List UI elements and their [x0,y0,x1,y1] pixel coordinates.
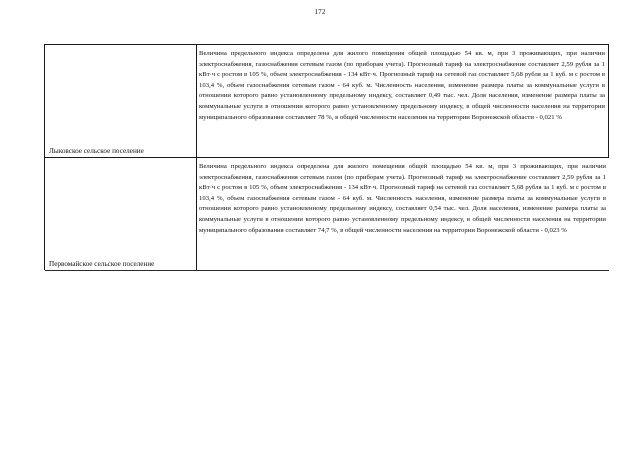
page-number: 172 [314,8,326,16]
table-row [45,45,609,158]
settlement-name-cell [45,45,197,157]
settlement-name: Лыковское сельское поселение [49,147,144,155]
settlement-name: Первомайское сельское поселение [49,260,155,268]
index-description: Величина предельного индекса определена для жилого помещения общей площадью 54 кв. м, при 3 проживающих, при наличии электроснабжения, газоснабжения сетевым газом (по приборам учета). Прогнозный тариф на электроснабжение составляет 2,59 рубля за 1 кВт·ч с ростом в 105 %, объем электроснабжения - 134 кВт·ч. Прогнозный тариф на сетевой газ составляет 5,68 рубля за 1 куб. м с ростом в 103,4 %, объем газоснабжения сетевым газом - 64 куб. м. Численность населения, изменение размера платы за коммунальные услуги в отношении которого равно установленному предельному индексу, составляет 0,54 тыс. чел. Доля населения, изменение размера платы за коммунальные услуги в отношении которого равно установленному предельному индексу, в общей численности населения на территории муниципального образования составляет 74,7 %, в общей численности населения на территории Воронежской области - 0,023 % [199,163,606,234]
index-description: Величина предельного индекса определена для жилого помещения общей площадью 54 кв. м, при 3 проживающих, при наличии электроснабжения, газоснабжения сетевым газом (по приборам учета). Прогнозный тариф на электроснабжение составляет 2,59 рубля за 1 кВт·ч с ростом в 105 %, объем электроснабжения - 134 кВт·ч. Прогнозный тариф на сетевой газ составляет 5,68 рубля за 1 куб. м с ростом в 103,4 %, объем газоснабжения сетевым газом - 64 куб. м. Численность населения, изменение размера платы за коммунальные услуги в отношении которого равно установленному предельному индексу, составляет 0,49 тыс. чел. Доля населения, изменение размера платы за коммунальные услуги в отношении которого равно установленному предельному индексу, в общей численности населения на территории муниципального образования составляет 78 %, в общей численности населения на территории Воронежской области - 0,021 % [197,45,609,157]
table-row [45,158,609,271]
settlements-table [44,44,609,270]
settlement-name-cell [45,158,197,270]
